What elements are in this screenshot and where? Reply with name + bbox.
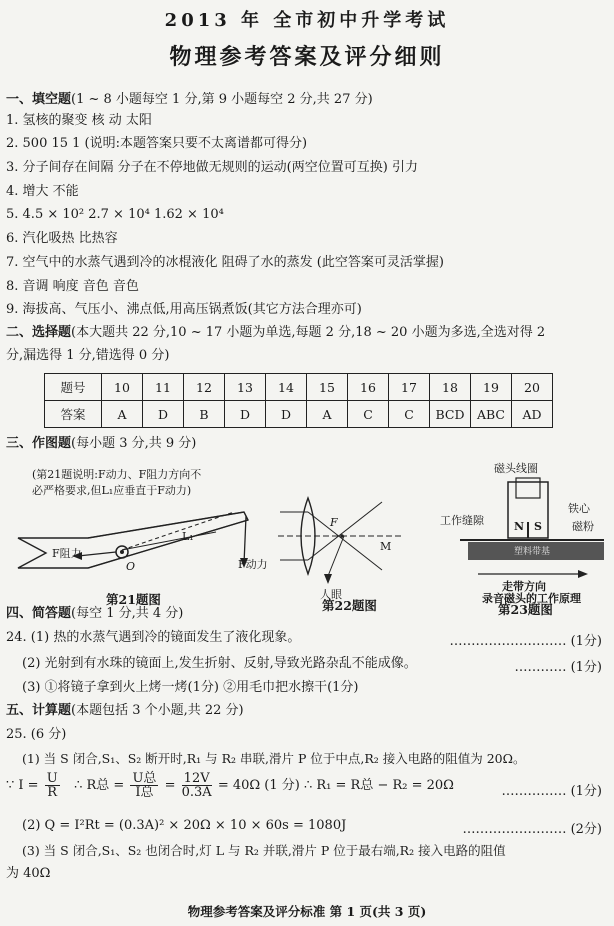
page-footer: 物理参考答案及评分标准 第 1 页(共 3 页) <box>187 904 427 919</box>
short-answer-24-3: (3) ①将镜子拿到火上烤一烤(1分) ②用毛巾把水擦干(1分) <box>22 680 359 695</box>
fig21-label-o: O <box>126 560 136 573</box>
table-row <box>45 374 553 401</box>
page-subtitle: 物理参考答案及评分细则 <box>169 44 445 70</box>
section3-heading: 三、作图题 <box>6 436 72 451</box>
table-cell: 20 <box>512 374 553 401</box>
fig23-label-core: 铁心 <box>568 502 590 515</box>
points-25-1: …………… (1分) <box>501 784 602 799</box>
answer-table <box>44 373 553 428</box>
fig23-label-n: N <box>514 520 525 533</box>
frac-den: I总 <box>135 785 154 800</box>
fill-answer-9: 9. 海拔高、气压小、沸点低,用高压锅煮饭(其它方法合理亦可) <box>6 302 362 317</box>
table-cell: 12 <box>184 374 225 401</box>
frac-num: 12V <box>182 772 212 786</box>
fraction-u-over-r <box>45 772 60 799</box>
section1-heading: 一、填空题 <box>6 92 72 107</box>
fig21-note-line2: 必严格要求,但L₁应垂直于F动力) <box>32 484 192 497</box>
section5-header <box>6 703 244 719</box>
fig21-caption: 第21题图 <box>106 592 161 607</box>
table-cell: A <box>102 401 143 428</box>
section3-note: (每小题 3 分,共 9 分) <box>71 436 197 451</box>
frac-den: R <box>47 785 58 800</box>
fill-answer-5: 5. 4.5 × 10² 2.7 × 10⁴ 1.62 × 10⁴ <box>6 207 224 222</box>
table-cell: D <box>225 401 266 428</box>
frac-num: U <box>46 771 58 786</box>
formula-part-d: = 40Ω (1 分) ∴ R₁ = R总 − R₂ = 20Ω <box>217 778 454 793</box>
fig22-caption: 第22题图 <box>322 598 377 613</box>
fig22-label-m: M <box>380 540 392 553</box>
table-cell: 10 <box>102 374 143 401</box>
table-cell: ABC <box>471 401 512 428</box>
figure-23 <box>438 460 610 617</box>
formula-part-b: ∴ R总 = <box>74 778 125 793</box>
section1-header <box>6 92 373 108</box>
table-cell: 19 <box>471 374 512 401</box>
fig21-note-line1: (第21题说明:F动力、F阻力方向不 <box>32 468 202 481</box>
section1-note: (1 ~ 8 小题每空 1 分,第 9 小题每空 2 分,共 27 分) <box>71 92 373 107</box>
points-25-2: …………………… (2分) <box>462 822 602 837</box>
formula-part-a: ∵ I = <box>6 778 39 793</box>
points-24-1: ……………………… (1分) <box>449 634 602 649</box>
frac-den: 0.3A <box>181 785 212 800</box>
fill-answer-3: 3. 分子间存在间隔 分子在不停地做无规则的运动(两空位置可互换) 引力 <box>6 160 418 175</box>
section2-note: (本大题共 22 分,10 ~ 17 小题为单选,每题 2 分,18 ~ 20 小题为多选,全选对得 2 <box>71 325 546 340</box>
table-cell: B <box>184 401 225 428</box>
table-cell: BCD <box>430 401 471 428</box>
points-24-2: ………… (1分) <box>514 660 602 675</box>
fig21-label-fdong: F动力 <box>238 558 268 571</box>
fig23-label-gap: 工作缝隙 <box>440 514 484 527</box>
table-cell: A <box>307 401 348 428</box>
calc-25-3-cont: 为 40Ω <box>6 866 51 881</box>
section3-header <box>6 436 196 452</box>
section2-header <box>6 325 545 341</box>
fig22-label-eye: 人眼 <box>320 588 342 601</box>
table-cell: 13 <box>225 374 266 401</box>
section5-note: (本题包括 3 个小题,共 22 分) <box>71 703 244 718</box>
section4-header <box>6 606 183 622</box>
fill-answer-2: 2. 500 15 1 (说明:本题答案只要不太离谱都可得分) <box>6 136 308 151</box>
fig23-label-powder: 磁粉 <box>572 520 594 533</box>
table-cell: 11 <box>143 374 184 401</box>
fig22-label-f: F <box>330 516 338 529</box>
table-header-question: 题号 <box>45 374 102 401</box>
fig23-caption: 第23题图 <box>498 602 553 617</box>
fig23-label-coil: 磁头线圈 <box>494 462 538 475</box>
fig23-label-tape: 塑料带基 <box>514 547 551 557</box>
fig21-label-fzu: F阻力 <box>52 547 82 560</box>
table-header-answer: 答案 <box>45 401 102 428</box>
section2-heading: 二、选择题 <box>6 325 72 340</box>
table-cell: 18 <box>430 374 471 401</box>
fill-answer-8: 8. 音调 响度 音色 音色 <box>6 279 139 294</box>
frac-num: U总 <box>132 771 157 786</box>
fill-answer-7: 7. 空气中的水蒸气遇到冷的冰棍液化 阻碍了水的蒸发 (此空答案可灵活掌握) <box>6 255 444 270</box>
section4-note: (每空 1 分,共 4 分) <box>71 606 184 621</box>
fig23-label-direction: 走带方向 <box>502 580 546 593</box>
fill-answer-1: 1. 氢核的聚变 核 动 太阳 <box>6 113 152 128</box>
section2-note2: 分,漏选得 1 分,错选得 0 分) <box>6 348 170 363</box>
table-cell: D <box>266 401 307 428</box>
figure-21 <box>16 466 268 606</box>
page-title: 2013 年 全市初中升学考试 <box>164 10 450 31</box>
section5-heading: 五、计算题 <box>6 703 72 718</box>
table-cell: 17 <box>389 374 430 401</box>
table-cell: C <box>348 401 389 428</box>
table-cell: C <box>389 401 430 428</box>
calc-25-heading: 25. (6 分) <box>6 727 67 742</box>
short-answer-24-2: (2) 光射到有水珠的镜面上,发生折射、反射,导致光路杂乱不能成像。 <box>22 656 417 671</box>
figure-22 <box>272 490 412 613</box>
table-cell: 15 <box>307 374 348 401</box>
calc-25-1: (1) 当 S 闭合,S₁、S₂ 断开时,R₁ 与 R₂ 串联,滑片 P 位于中点,R₂ 接入电路的阻值为 20Ω。 <box>22 751 526 766</box>
fig23-label-s: S <box>534 520 542 533</box>
table-cell: 14 <box>266 374 307 401</box>
calc-25-2: (2) Q = I²Rt = (0.3A)² × 20Ω × 10 × 60s = 1080J <box>22 818 347 833</box>
calc-25-3: (3) 当 S 闭合,S₁、S₂ 也闭合时,灯 L 与 R₂ 并联,滑片 P 位于最右端,R₂ 接入电路的阻值 <box>22 843 506 858</box>
fraction-u-total <box>130 772 158 799</box>
calc-25-formula <box>6 772 454 799</box>
formula-eq: = <box>164 778 176 793</box>
fig21-label-l1: L₁ <box>182 530 194 543</box>
fill-answer-6: 6. 汽化吸热 比热容 <box>6 231 118 246</box>
fill-answer-4: 4. 增大 不能 <box>6 184 79 199</box>
short-answer-24-1: 24. (1) 热的水蒸气遇到冷的镜面发生了液化现象。 <box>6 630 301 645</box>
section4-heading: 四、简答题 <box>6 606 72 621</box>
table-cell: AD <box>512 401 553 428</box>
table-row <box>45 401 553 428</box>
table-cell: 16 <box>348 374 389 401</box>
table-cell: D <box>143 401 184 428</box>
fraction-values <box>182 772 212 799</box>
fig23-label-principle: 录音磁头的工作原理 <box>482 592 581 605</box>
